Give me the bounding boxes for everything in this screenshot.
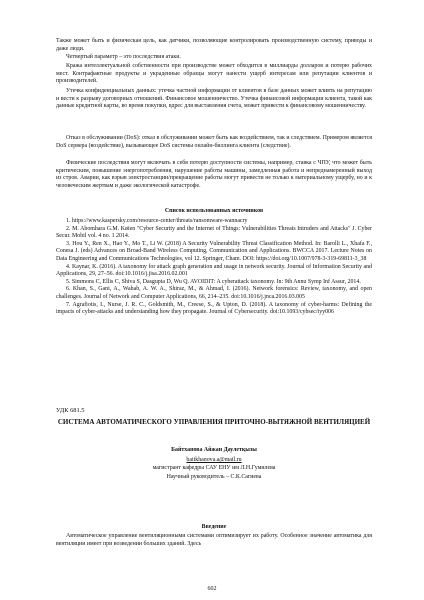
reference-item: 7. Agrafiotis, I., Nurse, J. R. C., Goldsmith, M., Creese, S., & Upton, D. (2018). A taxonomy of cyber-harms: Defining the impacts of cyber-attacks and understanding how they propagate. Journal of Cybersecurity. doi:10.1093/cybsec/tyy006 (56, 301, 372, 316)
reference-item: 4. Kaynar, K. (2016). A taxonomy for attack graph generation and usage in network security. Journal of Information Security and Applications, 29, 27–56. doi:10.1016/j.jisa.2016.02.001 (56, 263, 372, 278)
author-name: Байтханова Айжан Даулетқызы (171, 447, 257, 453)
intro-paragraph: Автоматическое управление вентиляционными системами оптимизирует их работу. Особенное значение автоматика для вентиляции имеет при возведении больших зданий. Здесь (56, 533, 372, 547)
intro-heading: Введение (201, 524, 227, 530)
paragraph-dos: Отказ в обслуживании (DoS): отказ в обслуживании может быть как воздействием, так и следствием. Примером является DoS сервера (воздействие), вызывающее DoS системы онлайн-биллинга клиента (следствие). (56, 135, 372, 149)
paragraph-ip-theft: Кража интеллектуальной собственности при производстве может обходится в миллиарды долларов и потерю рабочих мест. Контрафактные продукты и украденные образцы могут нанести ущерб интересам или репутации клиентов и производителей. (56, 63, 372, 85)
paragraph-fourth-parameter: Четвертый параметр – это последствия атаки. (66, 54, 181, 60)
article-title: СИСТЕМА АВТОМАТИЧЕСКОГО УПРАВЛЕНИЯ ПРИТОЧНО-ВЫТЯЖНОЙ ВЕНТИЛЯЦИЕЙ (57, 418, 371, 426)
paragraph-data-leak: Утечка конфиденциальных данных: утечка частной информации от клиентов в базе данных может влиять на репутацию и вести к разрыву договорных отношений. Финансовое мошенничество. Утечка финансовой информации клиента, такой как данные кредитной карты, во время покупки, вдрес для выставления счета, может привести к финансовому мошенничеству. (56, 88, 372, 110)
author-position: магистрант кафедры САУ ЕНУ им Л.Н.Гумилева (152, 465, 276, 471)
author-email: baitkhanova.a@mail.ru (186, 457, 242, 463)
udk-code: УДК 681.5 (56, 407, 85, 414)
reference-item: 3. Hou Y., Ren X., Hao Y., Mo T., Li W. (2018) A Security Vulnerability Threat Classification Method. In: Barolli L., Xhafa F., Conesa J. (eds) Advances on Broad-Band Wireless Computing, Communication and Applications. BWCCA 2017. Lecture Notes on Data Engineering and Communications Technologies, vol 12. Springer, Cham. DOI: https://doi.org/10.1007/978-3-319-69811-3_38 (56, 240, 372, 262)
supervisor: Научный руководитель – С.К.Сагиева (166, 474, 262, 480)
paragraph-physical-consequences: Физические последствия могут включать в себя потерю доступности системы, например, ставка с ЧПУ, что может быть критическим, повышение энергопотребления, нарушение работы машины, замедленная работа и непреднамеренный выход из строя. Аварии, как взрыв электростанции/прекращение работы могут привести не только к материальному ущербу, но и к человеческим жертвам и даже экологической катастрофе. (56, 160, 372, 189)
reference-item: 2. M. Abomhara G.M. Køien "Cyber Security and the Internet of Things: Vulnerabilities Threats Intruders and Attacks" J. Cyber Secur. Mobil vol. 4 no. 1 2014. (56, 225, 372, 240)
paragraph-physical-target: Также может быть и физическая цель, как датчики, позволяющие контролировать производственную систему, приводы и даже люди. (56, 38, 372, 52)
references-list (56, 218, 372, 317)
reference-item: 6. Khan, S., Gani, A., Wahab, A. W. A., Shiraz, M., & Ahmad, I. (2016). Network forensics: Review, taxonomy, and open challenges. Journal of Network and Computer Applications, 66, 214–235. doi:10.1016/j.jnca.2016.03.005 (56, 286, 372, 300)
page-number: 602 (207, 586, 217, 592)
reference-item: 5. Simmons C, Ellis C, Shiva S, Dasgupta D, Wu Q. AVOIDIT: A cyberattack taxonomy. In: 9th Annu Symp Inf Assur, 2014. (66, 278, 361, 285)
references-heading: Список использованных источников (164, 208, 264, 214)
reference-item: 1. https://www.kaspersky.com/resource-center/threats/ransomware-wannacry (66, 218, 248, 224)
